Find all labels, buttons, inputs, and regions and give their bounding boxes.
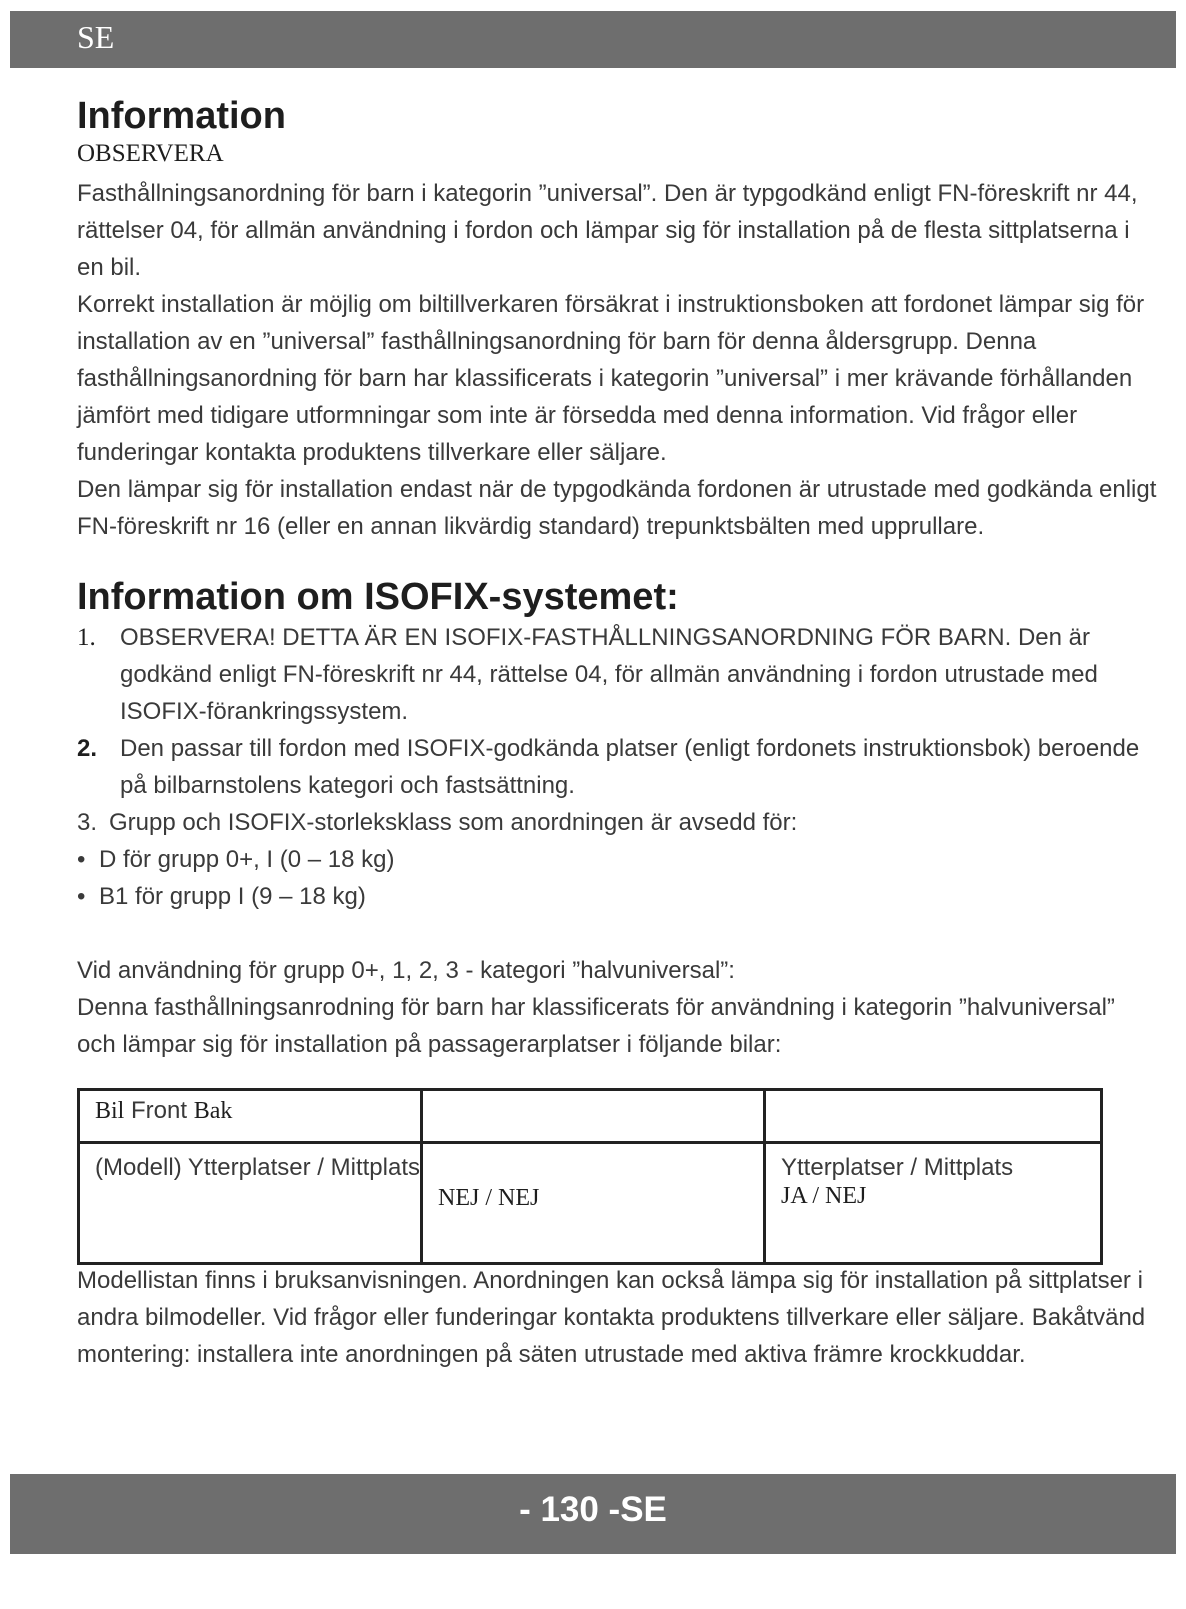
isofix-title: Information om ISOFIX-systemet: [77, 576, 679, 618]
semi-universal-line-2: Denna fasthållningsanrodning för barn har klassificerats för användning i kategorin ”halvuniversal” och lämpar sig för installation på passagerarplatser i följande bilar: [77, 994, 1115, 1058]
front-value: NEJ / NEJ [438, 1185, 540, 1211]
item-text: OBSERVERA! DETTA ÄR EN ISOFIX-FASTHÅLLNINGSANORDNING FÖR BARN. Den är godkänd enligt FN-föreskrift nr 44, rättelse 04, för allmän användning i fordon utrustade med ISOFIX-förankringssystem. [120, 624, 1098, 725]
item-number: 3. [77, 809, 98, 836]
observera-label: OBSERVERA [77, 140, 224, 167]
table-row [79, 1090, 1102, 1143]
info-paragraph-1: Fasthållningsanordning för barn i kategorin ”universal”. Den är typgodkänd enligt FN-föreskrift nr 44, rättelser 04, för allmän användning i fordon och lämpar sig för installation på de flesta sittplatserna i en bil. [77, 180, 1138, 281]
isofix-item-3 [77, 804, 1157, 841]
header-bil: Bil [95, 1098, 125, 1124]
info-paragraph-3: Den lämpar sig för installation endast när de typgodkända fordonen är utrustade med godkända enligt FN-föreskrift nr 16 (eller en annan likvärdig standard) trepunktsbälten med upprullare. [77, 476, 1157, 540]
isofix-item-2 [77, 730, 1157, 804]
table-header-cell [79, 1090, 422, 1143]
vehicle-table [77, 1088, 1103, 1265]
item-number: 2. [77, 735, 98, 762]
bullet-item: • B1 för grupp I (9 – 18 kg) [77, 878, 1157, 915]
header-bar [10, 11, 1176, 68]
closing-paragraph: Modellistan finns i bruksanvisningen. Anordningen kan också lämpa sig för installation på sittplatser i andra bilmodeller. Vid frågor eller funderingar kontakta produktens tillverkare eller säljare. Bakåtvänd montering: installera inte anordningen på säten utrustade med aktiva främre krockkuddar. [77, 1267, 1146, 1368]
item-text: Den passar till fordon med ISOFIX-godkända platser (enligt fordonets instruktionsbok) beroende på bilbarnstolens kategori och fastsättning. [120, 735, 1140, 799]
language-code: SE [77, 19, 115, 55]
item-number: 1. [77, 624, 96, 651]
header-front: Front [131, 1097, 188, 1124]
semi-universal-line-1: Vid användning för grupp 0+, 1, 2, 3 - kategori ”halvuniversal”: [77, 957, 735, 984]
table-row [79, 1143, 1102, 1264]
item-text: Grupp och ISOFIX-storleksklass som anordningen är avsedd för: [109, 809, 798, 836]
table-cell [422, 1143, 765, 1264]
table-cell [765, 1090, 1102, 1143]
table-cell [422, 1090, 765, 1143]
footer-bar [10, 1474, 1176, 1554]
table-cell [765, 1143, 1102, 1264]
rear-label: Ytterplatser / Mittplats [781, 1154, 1014, 1181]
row-label: (Modell) Ytterplatser / Mittplats [95, 1154, 420, 1181]
isofix-item-1 [77, 619, 1157, 730]
bullet-item: • D för grupp 0+, I (0 – 18 kg) [77, 841, 1157, 878]
main-content [77, 93, 1157, 1063]
rear-value: JA / NEJ [781, 1183, 867, 1209]
info-title: Information [77, 95, 286, 137]
closing-section [77, 1262, 1147, 1373]
info-paragraph-2: Korrekt installation är möjlig om biltillverkaren försäkrat i instruktionsboken att fordonet lämpar sig för installation av en ”universal” fasthållningsanordning för barn för denna åldersgrupp. Denna fasthållningsanordning för barn har klassificerats i kategorin ”universal” i mer krävande förhållanden jämfört med tidigare utformningar som inte är försedda med denna information. Vid frågor eller funderingar kontakta produktens tillverkare eller säljare. [77, 291, 1145, 466]
header-bak: Bak [193, 1098, 233, 1124]
page-number: - 130 -SE [519, 1490, 667, 1529]
table-cell [79, 1143, 422, 1264]
